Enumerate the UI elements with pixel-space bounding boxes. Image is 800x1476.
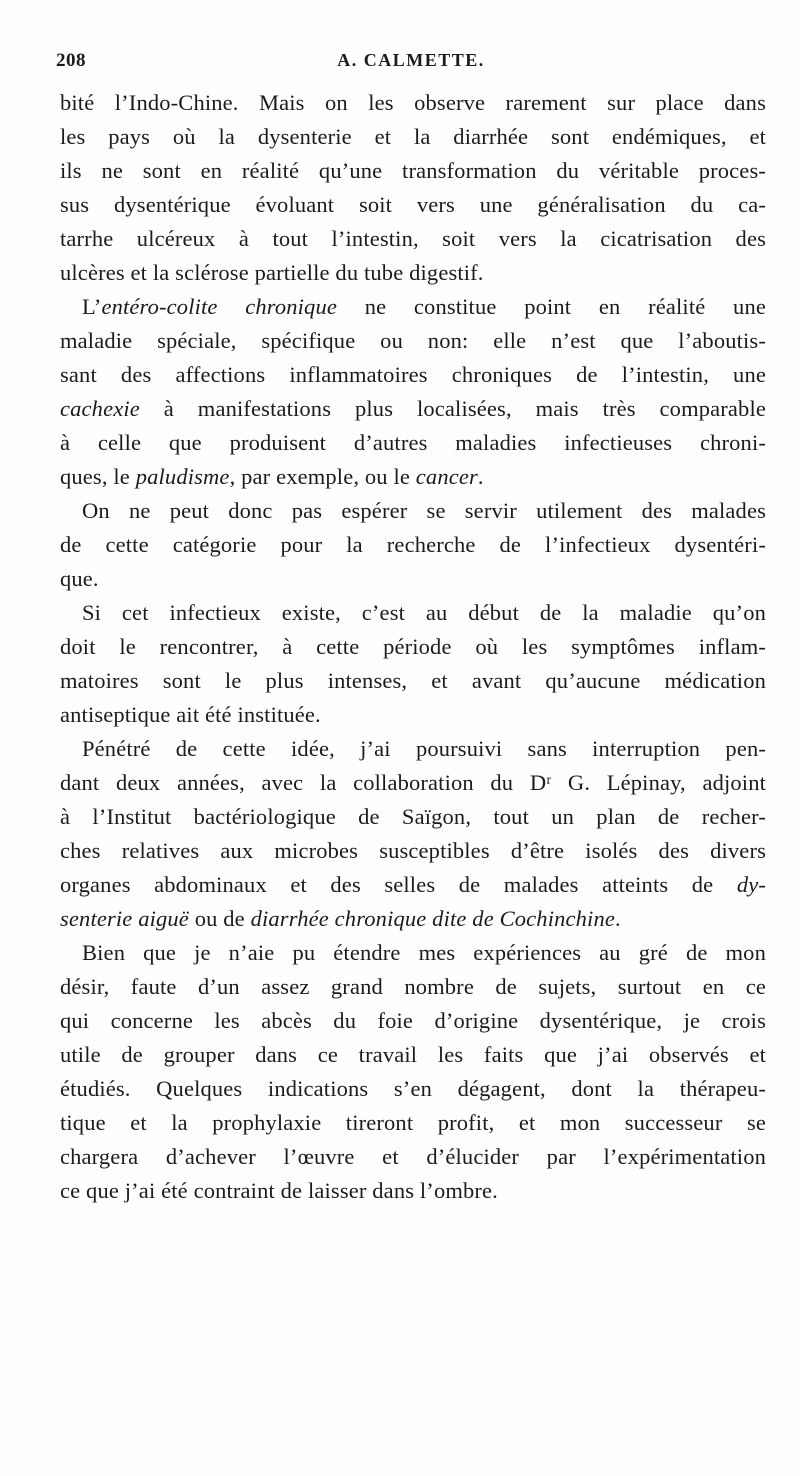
paragraph [60, 86, 766, 290]
text-run: , par exemple, ou le [229, 464, 416, 489]
text-line [60, 1038, 766, 1072]
text-run: L’ [82, 294, 102, 319]
paragraph [60, 290, 766, 494]
text-run: désir, faute d’un assez grand nombre de sujets, surtout en ce [60, 974, 766, 999]
text-run: ulcères et la sclérose partielle du tube digestif. [60, 260, 484, 285]
italic-run: senterie aiguë [60, 906, 189, 931]
text-run: à celle que produisent d’autres maladies infectieuses chroni- [60, 430, 766, 455]
text-line [60, 120, 766, 154]
text-run: Bien que je n’aie pu étendre mes expériences au gré de mon [82, 940, 766, 965]
text-line [60, 426, 766, 460]
text-run: Pénétré de cette idée, j’ai poursuivi sans interruption pen- [82, 736, 766, 761]
text-run: ne constitue point en réalité une [337, 294, 766, 319]
text-run: antiseptique ait été instituée. [60, 702, 321, 727]
text-line [60, 256, 766, 290]
paragraph [60, 596, 766, 732]
body-text [60, 86, 766, 1208]
italic-run: entéro-colite chronique [101, 294, 337, 319]
text-line [60, 936, 766, 970]
text-line [60, 290, 766, 324]
text-run: utile de grouper dans ce travail les faits que j’ai observés et [60, 1042, 766, 1067]
text-run: de cette catégorie pour la recherche de l’infectieux dysentéri- [60, 532, 766, 557]
text-run: tarrhe ulcéreux à tout l’intestin, soit vers la cicatrisation des [60, 226, 766, 251]
italic-run: paludisme [135, 464, 230, 489]
paragraph [60, 936, 766, 1208]
italic-run: cancer [415, 464, 478, 489]
text-run: tique et la prophylaxie tireront profit, et mon successeur se [60, 1110, 766, 1135]
text-line [60, 970, 766, 1004]
paragraph [60, 732, 766, 936]
text-run: organes abdominaux et des selles de malades atteints de [60, 872, 737, 897]
text-line [60, 154, 766, 188]
italic-run: dy- [736, 872, 766, 897]
text-line [60, 902, 766, 936]
text-run: dant deux années, avec la collaboration du Dʳ G. Lépinay, adjoint [60, 770, 766, 795]
text-run: ques, le [60, 464, 136, 489]
text-line [60, 86, 766, 120]
italic-run: diarrhée chronique dite de Cochinchine [250, 906, 615, 931]
text-line [60, 596, 766, 630]
text-line [60, 698, 766, 732]
text-run: . [614, 906, 621, 931]
text-line [60, 1072, 766, 1106]
text-run: à manifestations plus localisées, mais très comparable [139, 396, 766, 421]
running-head [56, 50, 766, 80]
text-run: On ne peut donc pas espérer se servir utilement des malades [82, 498, 766, 523]
text-line [60, 1106, 766, 1140]
text-run: ches relatives aux microbes susceptibles d’être isolés des divers [60, 838, 766, 863]
text-line [60, 222, 766, 256]
text-line [60, 562, 766, 596]
text-line [60, 766, 766, 800]
text-run: ils ne sont en réalité qu’une transformation du véritable proces- [60, 158, 766, 183]
text-line [60, 358, 766, 392]
text-line [60, 1174, 766, 1208]
text-line [60, 630, 766, 664]
text-run: chargera d’achever l’œuvre et d’élucider par l’expérimentation [60, 1144, 766, 1169]
page-number: 208 [56, 50, 86, 71]
text-run: qui concerne les abcès du foie d’origine dysentérique, je crois [60, 1008, 766, 1033]
text-line [60, 324, 766, 358]
text-line [60, 800, 766, 834]
paragraph [60, 494, 766, 596]
text-run: ce que j’ai été contraint de laisser dans l’ombre. [60, 1178, 498, 1203]
text-line [60, 460, 766, 494]
text-line [60, 664, 766, 698]
text-line [60, 392, 766, 426]
text-run: Si cet infectieux existe, c’est au début de la maladie qu’on [82, 600, 766, 625]
running-title: A. CALMETTE. [337, 50, 485, 70]
text-run: étudiés. Quelques indications s’en dégagent, dont la thérapeu- [60, 1076, 766, 1101]
text-run: que. [60, 566, 99, 591]
text-run: sant des affections inflammatoires chroniques de l’intestin, une [60, 362, 766, 387]
text-run: maladie spéciale, spécifique ou non: elle n’est que l’aboutis- [60, 328, 766, 353]
text-run: sus dysentérique évoluant soit vers une généralisation du ca- [60, 192, 766, 217]
text-run: ou de [188, 906, 251, 931]
text-run: matoires sont le plus intenses, et avant qu’aucune médication [60, 668, 766, 693]
text-run: les pays où la dysenterie et la diarrhée sont endémiques, et [60, 124, 766, 149]
text-run: doit le rencontrer, à cette période où les symptômes inflam- [60, 634, 766, 659]
text-line [60, 494, 766, 528]
text-line [60, 868, 766, 902]
text-run: . [477, 464, 484, 489]
text-run: à l’Institut bactériologique de Saïgon, tout un plan de recher- [60, 804, 766, 829]
text-line [60, 188, 766, 222]
text-line [60, 528, 766, 562]
italic-run: cachexie [60, 396, 140, 421]
text-line [60, 1140, 766, 1174]
text-line [60, 1004, 766, 1038]
text-run: bité l’Indo-Chine. Mais on les observe rarement sur place dans [60, 90, 766, 115]
text-line [60, 732, 766, 766]
text-line [60, 834, 766, 868]
